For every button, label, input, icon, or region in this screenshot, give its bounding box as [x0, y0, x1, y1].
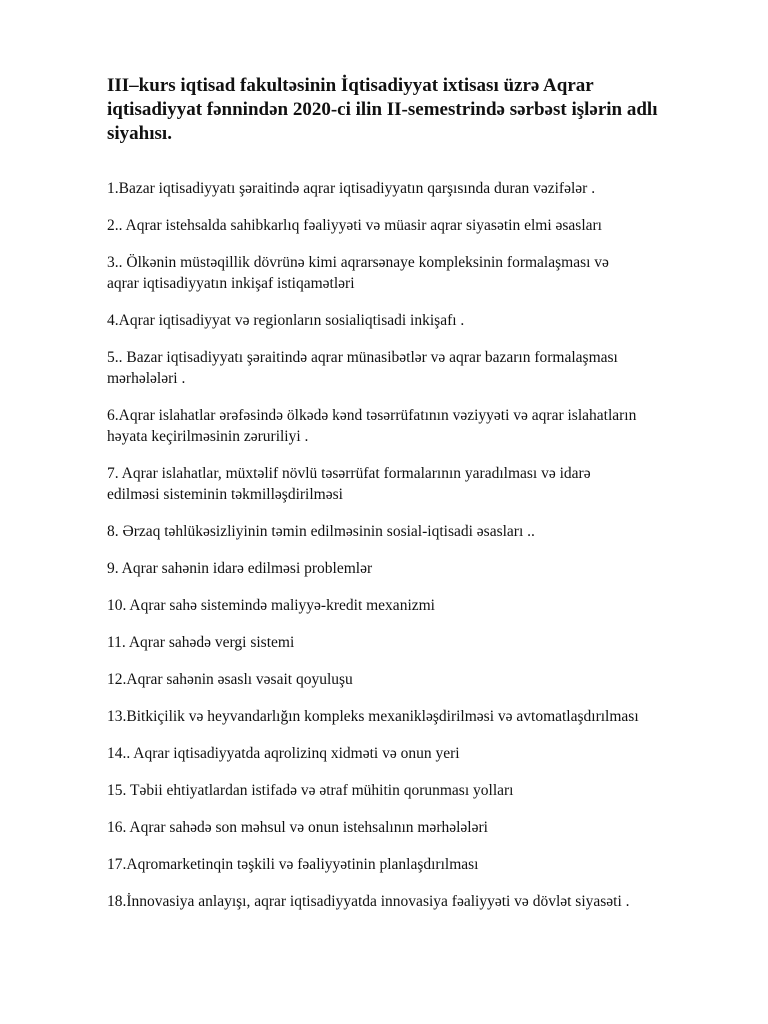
list-item [107, 521, 737, 542]
list-item-line: 5.. Bazar iqtisadiyyatı şəraitində aqrar münasibətlər və aqrar bazarın formalaşması [107, 349, 618, 366]
list-item-line: 15. Təbii ehtiyatlardan istifadə və ətraf mühitin qorunması yolları [107, 782, 514, 799]
list-item-line: 2.. Aqrar istehsalda sahibkarlıq fəaliyyəti və müasir aqrar siyasətin elmi əsasları [107, 217, 602, 234]
list-item-line: 18.İnnovasiya anlayışı, aqrar iqtisadiyyatda innovasiya fəaliyyəti və dövlət siyasəti . [107, 893, 630, 910]
list-item-line: 3.. Ölkənin müstəqillik dövrünə kimi aqrarsənaye kompleksinin formalaşması və [107, 254, 609, 271]
heading-line-2: iqtisadiyyat fənnindən 2020-ci ilin II-semestrində sərbəst işlərin adlı [107, 99, 658, 120]
list-item [107, 891, 737, 912]
list-item-line: 1.Bazar iqtisadiyyatı şəraitində aqrar iqtisadiyyatın qarşısında duran vəzifələr . [107, 180, 596, 197]
list-item-line: aqrar iqtisadiyyatın inkişaf istiqamətləri [107, 275, 355, 292]
list-item [107, 463, 737, 505]
heading-line-3: siyahısı. [107, 123, 172, 144]
list-item [107, 854, 737, 875]
list-item-line: 8. Ərzaq təhlükəsizliyinin təmin edilməsinin sosial-iqtisadi əsasları .. [107, 523, 535, 540]
list-item-line: 16. Aqrar sahədə son məhsul və onun istehsalının mərhələləri [107, 819, 488, 836]
list-item [107, 178, 737, 199]
list-item-line: mərhələləri . [107, 370, 186, 387]
list-item [107, 743, 737, 764]
list-item [107, 405, 737, 447]
list-item [107, 310, 737, 331]
list-item [107, 669, 737, 690]
list-item-line: 13.Bitkiçilik və heyvandarlığın kompleks mexanikləşdirilməsi və avtomatlaşdırılması [107, 708, 639, 725]
heading-line-1: III–kurs iqtisad fakultəsinin İqtisadiyyat ixtisası üzrə Aqrar [107, 75, 594, 96]
list-item [107, 706, 737, 727]
list-item-line: edilməsi sisteminin təkmilləşdirilməsi [107, 486, 343, 503]
list-item-line: 7. Aqrar islahatlar, müxtəlif növlü təsərrüfat formalarının yaradılması və idarə [107, 465, 591, 482]
list-item-line: 12.Aqrar sahənin əsaslı vəsait qoyuluşu [107, 671, 353, 688]
document-heading [107, 74, 727, 146]
list-item-line: 17.Aqromarketinqin təşkili və fəaliyyətinin planlaşdırılması [107, 856, 479, 873]
list-item-line: 9. Aqrar sahənin idarə edilməsi problemlər [107, 560, 373, 577]
list-item-line: 10. Aqrar sahə sistemində maliyyə-kredit mexanizmi [107, 597, 435, 614]
list-item [107, 595, 737, 616]
list-item [107, 347, 737, 389]
list-item [107, 252, 737, 294]
list-item [107, 215, 737, 236]
list-item [107, 780, 737, 801]
list-item-line: həyata keçirilməsinin zəruriliyi . [107, 428, 309, 445]
list-item [107, 632, 737, 653]
list-item [107, 558, 737, 579]
list-item-line: 11. Aqrar sahədə vergi sistemi [107, 634, 295, 651]
list-item-line: 4.Aqrar iqtisadiyyat və regionların sosialiqtisadi inkişafı . [107, 312, 465, 329]
topic-list [107, 178, 737, 928]
list-item-line: 14.. Aqrar iqtisadiyyatda aqrolizinq xidməti və onun yeri [107, 745, 460, 762]
list-item [107, 817, 737, 838]
list-item-line: 6.Aqrar islahatlar ərəfəsində ölkədə kənd təsərrüfatının vəziyyəti və aqrar islahatların [107, 407, 637, 424]
